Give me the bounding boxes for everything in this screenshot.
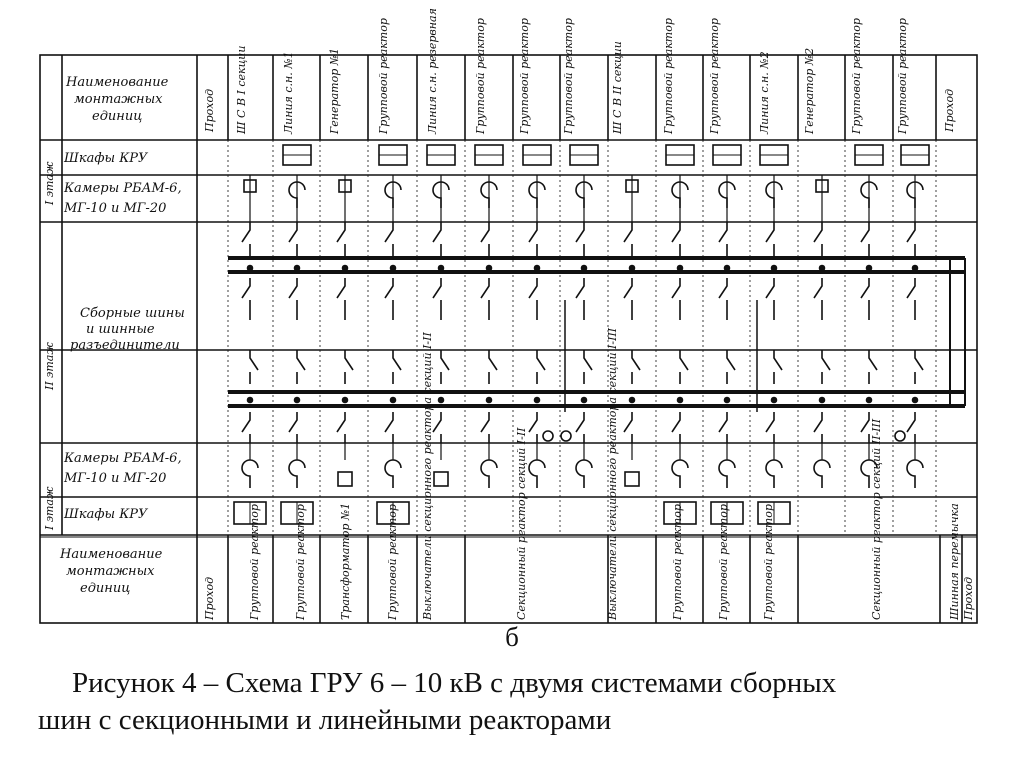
reactor-symbol — [242, 460, 258, 488]
disconnector — [529, 412, 537, 443]
bottom-col-label: Групповой реактор — [717, 504, 730, 620]
reactor-symbol — [385, 460, 401, 488]
floor-label-middle: II этаж — [43, 342, 56, 390]
disconnector — [822, 350, 830, 384]
disconnector — [337, 222, 345, 256]
disconnector — [719, 222, 727, 256]
kru-top-label: Шкафы КРУ — [64, 151, 148, 166]
bus-tap — [678, 398, 683, 403]
current-transformer — [895, 431, 905, 441]
bottom-col-label: Секционный реактор секций I-II — [515, 427, 528, 620]
current-transformer — [543, 431, 553, 441]
top-col-label: Ш С В II секции — [611, 41, 624, 134]
bus-tap — [535, 398, 540, 403]
bus-tap — [535, 266, 540, 271]
bus-tap — [295, 398, 300, 403]
reactor-symbol — [672, 460, 688, 488]
bus-tap — [678, 266, 683, 271]
top-row-title — [65, 75, 169, 124]
busbars-line2: и шинные — [86, 322, 155, 337]
bus-tap — [295, 266, 300, 271]
table-grid — [40, 55, 977, 623]
bus-tap — [772, 266, 777, 271]
reactor-symbol — [289, 460, 305, 488]
bus-tap — [439, 398, 444, 403]
bus-tap — [867, 266, 872, 271]
disconnector — [242, 278, 250, 320]
disconnector — [289, 412, 297, 443]
top-col-label: Линия с.н. резервная — [426, 8, 439, 134]
figure-caption-line1: Рисунок 4 – Схема ГРУ 6 – 10 кВ с двумя системами сборных — [72, 667, 837, 699]
disconnector — [766, 278, 774, 320]
bus-tap — [630, 266, 635, 271]
disconnector — [584, 350, 592, 384]
bottom-col-label: Групповой реактор — [386, 504, 399, 620]
kru-bottom-label: Шкафы КРУ — [64, 507, 148, 522]
disconnector — [481, 222, 489, 256]
disconnector — [672, 278, 680, 320]
disconnector — [766, 222, 774, 256]
disconnector — [814, 412, 822, 443]
top-col-label: Генератор №2 — [803, 47, 816, 134]
bottom-col-label: Выключатели секционного реактора секций I-II — [421, 332, 434, 620]
figure-sub-label: б — [505, 622, 519, 652]
disconnector — [861, 222, 869, 256]
disconnector — [814, 222, 822, 256]
bottom-header-columns — [203, 327, 975, 621]
disconnector — [576, 278, 584, 320]
bus-tap — [630, 398, 635, 403]
bottom-title-line1: Наименование — [60, 547, 163, 562]
disconnector — [907, 412, 915, 443]
bottom-col-label: Групповой реактор — [294, 504, 307, 620]
disconnector — [576, 222, 584, 256]
bus-tap — [913, 266, 918, 271]
current-transformer — [561, 431, 571, 441]
bus-tap — [772, 398, 777, 403]
bus-tap — [820, 398, 825, 403]
bus-tap — [487, 398, 492, 403]
cameras-top-line1: Камеры РБАМ-6, — [64, 181, 182, 196]
disconnector — [861, 412, 869, 443]
top-col-label: Линия с.н. №1 — [282, 51, 295, 134]
disconnector — [385, 222, 393, 256]
disconnector — [441, 350, 449, 384]
floor-label-top: I этаж — [43, 161, 56, 205]
floor-label-bottom: I этаж — [43, 486, 56, 530]
bottom-col-label: Групповой реактор — [248, 504, 261, 620]
top-col-label: Групповой реактор — [708, 18, 721, 134]
top-col-label: Групповой реактор — [377, 18, 390, 134]
disconnector — [529, 222, 537, 256]
disconnector — [529, 278, 537, 320]
row-title-line2: монтажных — [74, 92, 163, 107]
top-col-label: Групповой реактор — [662, 18, 675, 134]
disconnector — [632, 350, 640, 384]
top-col-label: Групповой реактор — [518, 18, 531, 134]
disconnector — [869, 350, 877, 384]
bus-tap — [725, 398, 730, 403]
bus-tap — [725, 266, 730, 271]
disconnector — [289, 278, 297, 320]
bottom-col-label: Групповой реактор — [671, 504, 684, 620]
disconnector — [537, 350, 545, 384]
disconnector — [242, 222, 250, 256]
cameras-top-line2: МГ-10 и МГ-20 — [64, 201, 167, 216]
cameras-bottom-line1: Камеры РБАМ-6, — [64, 451, 182, 466]
disconnector — [719, 278, 727, 320]
row-title-line1: Наименование — [66, 75, 169, 90]
breaker-box — [434, 472, 448, 486]
bus-tap — [439, 266, 444, 271]
disconnector — [385, 278, 393, 320]
bottom-title-line2: монтажных — [66, 564, 155, 579]
bottom-col-label: Трансформатор №1 — [339, 502, 352, 620]
figure-caption-line2: шин с секционными и линейными реакторами — [38, 704, 612, 736]
reactor-symbol — [481, 460, 497, 488]
disconnector — [433, 412, 441, 443]
top-col-label: Групповой реактор — [896, 18, 909, 134]
disconnector — [766, 412, 774, 443]
bottom-title-line3: единиц — [80, 581, 131, 596]
disconnector — [814, 278, 822, 320]
disconnector — [297, 350, 305, 384]
bus-tap — [820, 266, 825, 271]
reactor-symbol — [766, 460, 782, 488]
bottom-col-label: Секционный реактор секций II-III — [870, 418, 883, 620]
disconnector — [907, 278, 915, 320]
disconnector — [289, 222, 297, 256]
disconnector — [672, 412, 680, 443]
bus-tap — [487, 266, 492, 271]
reactor-symbol — [576, 460, 592, 488]
disconnector — [242, 412, 250, 443]
bus-tap — [582, 398, 587, 403]
bottom-col-label: Шинная перемычка — [948, 503, 961, 620]
disconnector — [337, 412, 345, 443]
disconnector — [393, 350, 401, 384]
disconnector — [385, 412, 393, 443]
top-col-label: Групповой реактор — [562, 18, 575, 134]
bus-tap — [343, 398, 348, 403]
top-col-label: Линия с.н. №2 — [758, 51, 771, 134]
busbars-line3: разъединители — [70, 338, 180, 353]
disconnector — [680, 350, 688, 384]
disconnector — [907, 222, 915, 256]
electrical-symbols — [234, 145, 929, 524]
disconnector — [250, 350, 258, 384]
bus-tap — [391, 266, 396, 271]
top-col-label: Ш С В I секции — [235, 45, 248, 134]
bottom-col-label: Проход — [962, 576, 975, 620]
reactor-symbol — [529, 460, 545, 488]
breaker-box — [338, 472, 352, 486]
disconnector — [576, 412, 584, 443]
bus-tap — [867, 398, 872, 403]
top-col-label: Групповой реактор — [850, 18, 863, 134]
top-col-label: Проход — [943, 88, 956, 132]
bus-tap — [391, 398, 396, 403]
bottom-col-label: Проход — [203, 576, 216, 620]
top-col-label: Проход — [203, 88, 216, 132]
top-header-columns — [203, 8, 956, 135]
disconnector — [861, 278, 869, 320]
busbar-lines — [228, 258, 965, 412]
bus-tap — [913, 398, 918, 403]
disconnector — [727, 350, 735, 384]
reactor-symbol — [719, 460, 735, 488]
disconnector — [345, 350, 353, 384]
disconnector — [719, 412, 727, 443]
disconnector — [915, 350, 923, 384]
disconnector — [433, 278, 441, 320]
disconnector — [624, 222, 632, 256]
row-title-line3: единиц — [92, 109, 143, 124]
disconnector — [433, 222, 441, 256]
disconnector — [489, 350, 497, 384]
bottom-col-label: Групповой реактор — [762, 504, 775, 620]
reactor-symbol — [814, 460, 830, 488]
bus-tap — [343, 266, 348, 271]
disconnector — [337, 278, 345, 320]
top-col-label: Генератор №1 — [328, 47, 341, 134]
bus-tap — [248, 266, 253, 271]
breaker-box — [625, 472, 639, 486]
bottom-col-label: Выключатели секционного реактора секций I-III — [606, 327, 619, 620]
disconnector — [624, 412, 632, 443]
disconnector — [624, 278, 632, 320]
bus-tap — [582, 266, 587, 271]
reactor-symbol — [907, 460, 923, 488]
disconnector — [672, 222, 680, 256]
bottom-row-title — [59, 547, 163, 596]
disconnector — [481, 278, 489, 320]
disconnector — [774, 350, 782, 384]
cameras-bottom-line2: МГ-10 и МГ-20 — [64, 471, 167, 486]
busbars-line1: Сборные шины — [80, 306, 185, 321]
top-col-label: Групповой реактор — [474, 18, 487, 134]
disconnector — [481, 412, 489, 443]
bus-tap — [248, 398, 253, 403]
